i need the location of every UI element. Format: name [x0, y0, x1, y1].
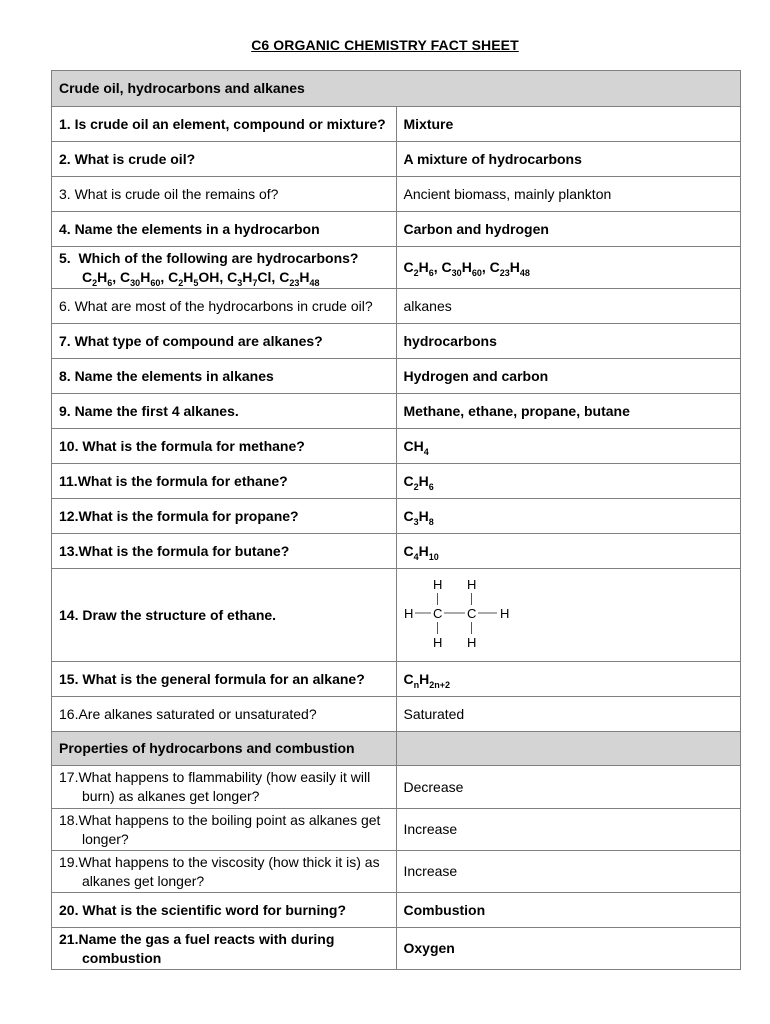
answer-cell: Methane, ethane, propane, butane [396, 394, 741, 429]
table-row [52, 928, 741, 970]
question-cell: 19.What happens to the viscosity (how thick it is) as alkanes get longer? [52, 851, 397, 893]
table-row [52, 569, 741, 662]
table-row [52, 212, 741, 247]
atom-h: H [432, 576, 442, 592]
question-cell: 15. What is the general formula for an alkane? [52, 662, 397, 697]
question-cell: 8. Name the elements in alkanes [52, 359, 397, 394]
table-row [52, 359, 741, 394]
answer-cell: Mixture [396, 107, 741, 142]
table-row [52, 534, 741, 569]
atom-h: H [499, 605, 509, 621]
answer-cell: $CH_4$ [396, 429, 741, 464]
question-cell: 12.What is the formula for propane? [52, 499, 397, 534]
answer-cell: Combustion [396, 893, 741, 928]
answer-cell: Decrease [396, 766, 741, 809]
table-row [52, 142, 741, 177]
table-row [52, 324, 741, 359]
table-row [52, 697, 741, 732]
section-header-row [52, 732, 741, 766]
answer-cell: $C_nH_{2n+2}$ [396, 662, 741, 697]
fact-table [51, 70, 741, 970]
table-row [52, 464, 741, 499]
table-row [52, 394, 741, 429]
atom-h: H [466, 576, 476, 592]
question-cell: 20. What is the scientific word for burning? [52, 893, 397, 928]
page-title: C6 ORGANIC CHEMISTRY FACT SHEET [251, 37, 519, 53]
answer-cell: $C_3H_8$ [396, 499, 741, 534]
answer-cell: hydrocarbons [396, 324, 741, 359]
ethane-structure-diagram [404, 573, 554, 653]
answer-cell: Hydrogen and carbon [396, 359, 741, 394]
question-cell: 2. What is crude oil? [52, 142, 397, 177]
answer-cell: Oxygen [396, 928, 741, 970]
atom-c: C [466, 605, 476, 621]
table-row [52, 851, 741, 893]
question-cell: 9. Name the first 4 alkanes. [52, 394, 397, 429]
answer-cell: $C_2H_6$ [396, 464, 741, 499]
answer-cell: Ancient biomass, mainly plankton [396, 177, 741, 212]
answer-cell: Increase [396, 851, 741, 893]
section-header: Crude oil, hydrocarbons and alkanes [52, 71, 741, 107]
question-cell: 7. What type of compound are alkanes? [52, 324, 397, 359]
table-row [52, 662, 741, 697]
table-row [52, 429, 741, 464]
answer-cell: Increase [396, 809, 741, 851]
table-row [52, 247, 741, 289]
section-header: Properties of hydrocarbons and combustion [52, 732, 397, 766]
question-cell: 16.Are alkanes saturated or unsaturated? [52, 697, 397, 732]
question-cell: 4. Name the elements in a hydrocarbon [52, 212, 397, 247]
section-header-blank [396, 732, 741, 766]
table-row [52, 177, 741, 212]
table-row [52, 107, 741, 142]
answer-cell: $C_4H_{10}$ [396, 534, 741, 569]
atom-h: H [403, 605, 413, 621]
question-cell: 5. Which of the following are hydrocarbons? $C_2H_6$, $C_{30}H_{60}$, $C_2H_5OH$, $C_3H_7Cl$, $C_{23}H_{48}$ [52, 247, 397, 289]
answer-cell: alkanes [396, 289, 741, 324]
atom-h: H [432, 634, 442, 650]
question-cell: 11.What is the formula for ethane? [52, 464, 397, 499]
answer-cell: $C_2H_6$, $C_{30}H_{60}$, $C_{23}H_{48}$ [396, 247, 741, 289]
question-cell: 3. What is crude oil the remains of? [52, 177, 397, 212]
atom-c: C [432, 605, 442, 621]
question-cell: 18.What happens to the boiling point as alkanes get longer? [52, 809, 397, 851]
question-cell: 21.Name the gas a fuel reacts with during combustion [52, 928, 397, 970]
table-row [52, 289, 741, 324]
atom-h: H [466, 634, 476, 650]
question-cell: 6. What are most of the hydrocarbons in crude oil? [52, 289, 397, 324]
question-cell: 13.What is the formula for butane? [52, 534, 397, 569]
question-cell: 10. What is the formula for methane? [52, 429, 397, 464]
answer-cell [396, 569, 741, 662]
table-row [52, 893, 741, 928]
question-cell: 17.What happens to flammability (how easily it will burn) as alkanes get longer? [52, 766, 397, 809]
question-cell: 1. Is crude oil an element, compound or mixture? [52, 107, 397, 142]
section-header-row [52, 71, 741, 107]
table-row [52, 809, 741, 851]
table-row [52, 499, 741, 534]
answer-cell: Carbon and hydrogen [396, 212, 741, 247]
question-cell: 14. Draw the structure of ethane. [52, 569, 397, 662]
table-row [52, 766, 741, 809]
answer-cell: Saturated [396, 697, 741, 732]
answer-cell: A mixture of hydrocarbons [396, 142, 741, 177]
